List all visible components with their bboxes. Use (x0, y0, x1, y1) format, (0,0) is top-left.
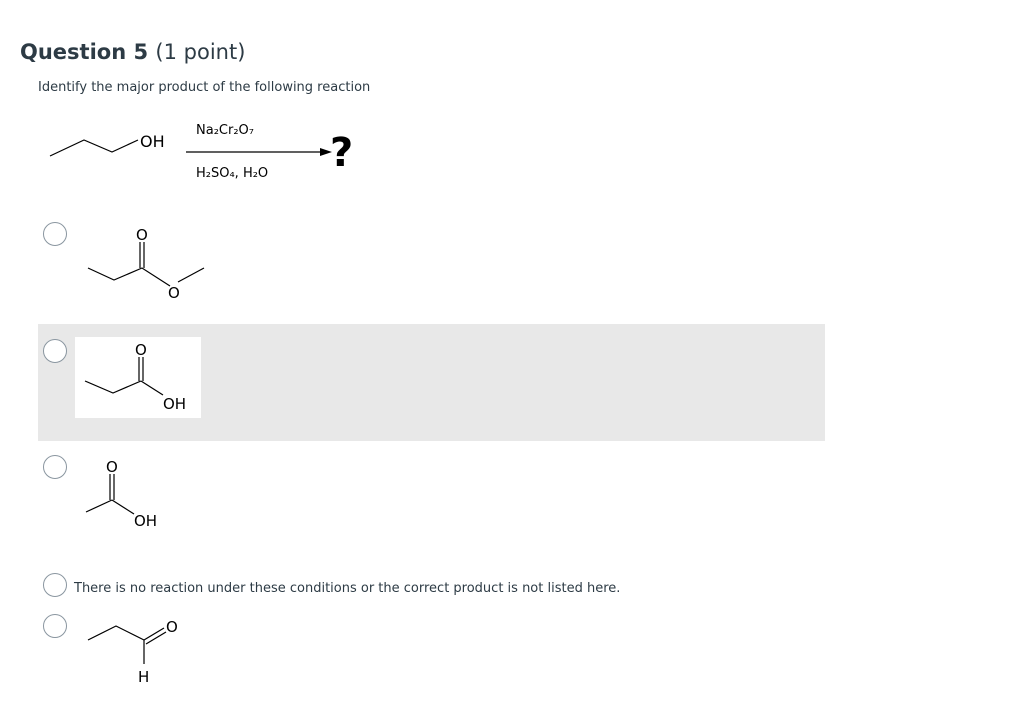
reaction-scheme (40, 112, 420, 192)
reactant-oh-label: OH (140, 132, 165, 151)
reaction-arrow (186, 148, 332, 156)
answer-option-c[interactable] (38, 452, 825, 536)
structure-ester (82, 216, 222, 302)
reagent-top: Na₂Cr₂O₇ (196, 123, 254, 138)
carbonyl-oxygen-label: O (136, 226, 148, 244)
carbonyl-oxygen-label: O (106, 458, 118, 476)
answer-option-e[interactable] (38, 606, 825, 696)
carbonyl-oxygen-label: O (135, 341, 147, 359)
answer-option-b[interactable] (38, 324, 825, 441)
option-d-text: There is no reaction under these conditions or the correct product is not listed here. (74, 581, 621, 596)
structure-propanoic-acid (75, 337, 201, 418)
question-points: (1 point) (155, 40, 246, 64)
question-title (20, 40, 245, 64)
radio-option-d[interactable] (43, 573, 67, 597)
question-number: Question 5 (20, 40, 149, 64)
product-unknown: ? (330, 130, 354, 176)
reagent-bottom: H₂SO₄, H₂O (196, 166, 269, 181)
radio-option-c[interactable] (43, 455, 67, 479)
hydroxyl-label: OH (134, 512, 158, 530)
radio-option-e[interactable] (43, 614, 67, 638)
question-prompt: Identify the major product of the following reaction (38, 80, 371, 95)
hydroxyl-label: OH (163, 395, 187, 413)
ester-oxygen-label: O (168, 284, 180, 302)
carbonyl-oxygen-label: O (166, 618, 178, 636)
aldehyde-hydrogen-label: H (138, 668, 150, 686)
structure-acetic-acid (82, 452, 182, 532)
radio-option-b[interactable] (43, 339, 67, 363)
structure-propanal (82, 606, 202, 692)
reactant-propanol (50, 132, 165, 156)
answer-option-d[interactable] (38, 571, 825, 605)
answer-option-a[interactable] (38, 212, 825, 302)
radio-option-a[interactable] (43, 222, 67, 246)
